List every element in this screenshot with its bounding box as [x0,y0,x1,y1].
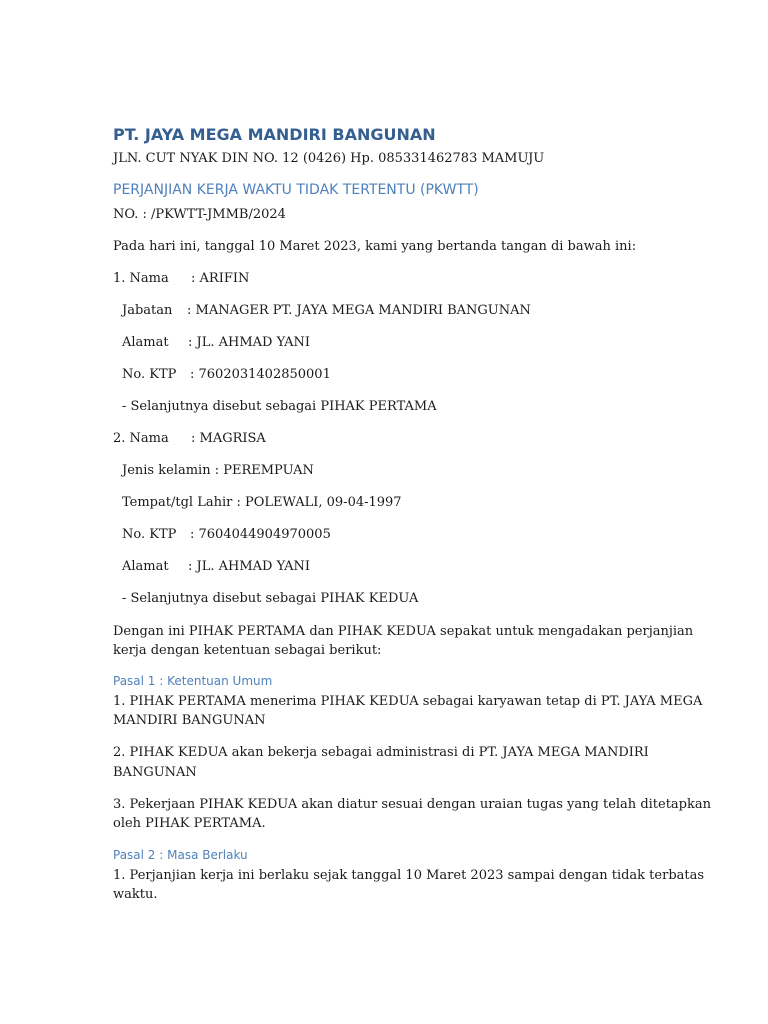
party1-alamat-row [122,333,310,352]
pasal1-item2-line2: BANGUNAN [113,765,197,780]
document-title: PERJANJIAN KERJA WAKTU TIDAK TERTENTU (PKWTT) [113,182,479,198]
party1-alamat-value: : JL. AHMAD YANI [188,335,311,350]
party2-birth: Tempat/tgl Lahir : POLEWALI, 09-04-1997 [122,495,402,510]
party1-note: - Selanjutnya disebut sebagai PIHAK PERTAMA [122,399,437,414]
party1-ktp-row [122,365,331,384]
party1-jabatan-label: Jabatan [122,303,173,318]
party1-nama-row [113,269,249,288]
pasal1-item1-line1: 1. PIHAK PERTAMA menerima PIHAK KEDUA sebagai karyawan tetap di PT. JAYA MEGA [113,694,703,709]
pasal1-item1-line2: MANDIRI BANGUNAN [113,713,266,728]
party1-jabatan-value: : MANAGER PT. JAYA MEGA MANDIRI BANGUNAN [187,303,531,318]
pasal2-heading: Pasal 2 : Masa Berlaku [113,848,248,862]
party2-alamat-value: : JL. AHMAD YANI [188,559,311,574]
party2-ktp-label: No. KTP [122,527,177,542]
party1-nama-value: : ARIFIN [191,271,250,286]
pasal1-heading: Pasal 1 : Ketentuan Umum [113,674,273,688]
pasal1-item2-line1: 2. PIHAK KEDUA akan bekerja sebagai administrasi di PT. JAYA MEGA MANDIRI [113,745,649,760]
party2-alamat-row [122,557,310,576]
party1-ktp-value: : 7602031402850001 [190,367,331,382]
intro-text: Pada hari ini, tanggal 10 Maret 2023, kami yang bertanda tangan di bawah ini: [113,239,637,254]
party2-ktp-value: : 7604044904970005 [190,527,331,542]
party1-nama-label: 1. Nama [113,271,169,286]
agreement-line-1: Dengan ini PIHAK PERTAMA dan PIHAK KEDUA sepakat untuk mengadakan perjanjian [113,624,694,639]
party2-ktp-row [122,525,331,544]
party2-nama-row [113,429,266,448]
pasal2-item1-line1: 1. Perjanjian kerja ini berlaku sejak tanggal 10 Maret 2023 sampai dengan tidak terbatas [113,868,705,883]
party2-alamat-label: Alamat [122,559,169,574]
party2-note: - Selanjutnya disebut sebagai PIHAK KEDUA [122,591,419,606]
party1-jabatan-row [122,301,531,320]
pasal1-item3-line1: 3. Pekerjaan PIHAK KEDUA akan diatur sesuai dengan uraian tugas yang telah ditetapkan [113,797,712,812]
company-name: PT. JAYA MEGA MANDIRI BANGUNAN [113,125,436,144]
party2-nama-value: : MAGRISA [191,431,266,446]
party2-nama-label: 2. Nama [113,431,169,446]
party1-ktp-label: No. KTP [122,367,177,382]
agreement-line-2: kerja dengan ketentuan sebagai berikut: [113,643,382,658]
company-address: JLN. CUT NYAK DIN NO. 12 (0426) Hp. 085331462783 MAMUJU [113,151,545,166]
document-number: NO. : /PKWTT-JMMB/2024 [113,207,286,222]
party1-alamat-label: Alamat [122,335,169,350]
pasal2-item1-line2: waktu. [113,887,158,902]
pasal1-item3-line2: oleh PIHAK PERTAMA. [113,816,266,831]
party2-gender: Jenis kelamin : PEREMPUAN [122,463,314,478]
